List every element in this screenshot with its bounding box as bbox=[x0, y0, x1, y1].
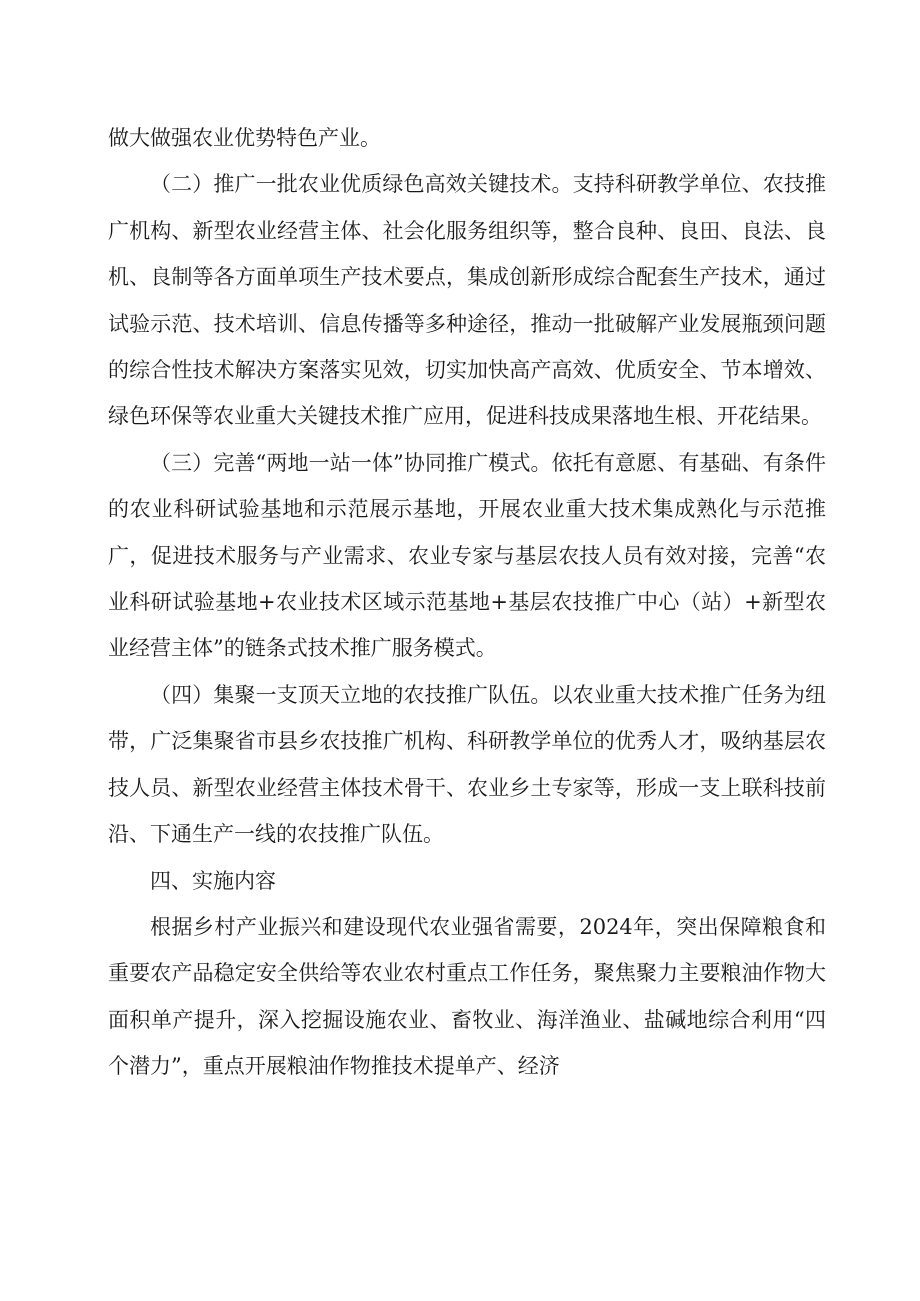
paragraph-section-2: （二）推广一批农业优质绿色高效关键技术。支持科研教学单位、农技推广机构、新型农业经营主体、社会化服务组织等，整合良种、良田、良法、良机、良制等各方面单项生产技术要点，集成创新形成综合配套生产技术，通过试验示范、技术培训、信息传播等多种途径，推动一批破解产业发展瓶颈问题的综合性技术解决方案落实见效，切实加快高产高效、优质安全、节本增效、绿色环保等农业重大关键技术推广应用，促进科技成果落地生根、开花结果。 bbox=[108, 172, 826, 429]
document-body bbox=[108, 115, 826, 1090]
paragraph-section-3: （三）完善“两地一站一体”协同推广模式。依托有意愿、有基础、有条件的农业科研试验基地和示范展示基地，开展农业重大技术集成熟化与示范推广，促进技术服务与产业需求、农业专家与基层农技人员有效对接，完善“农业科研试验基地+农业技术区域示范基地+基层农技推广中心（站）+新型农业经营主体”的链条式技术推广服务模式。 bbox=[108, 450, 826, 661]
paragraph-implementation: 根据乡村产业振兴和建设现代农业强省需要，2024年，突出保障粮食和重要农产品稳定安全供给等农业农村重点工作任务，聚焦聚力主要粮油作物大面积单产提升，深入挖掘设施农业、畜牧业、海洋渔业、盐碱地综合利用“四个潜力”，重点开展粮油作物推技术提单产、经济 bbox=[108, 914, 826, 1079]
paragraph-continuation: 做大做强农业优势特色产业。 bbox=[108, 126, 381, 150]
section-heading: 四、实施内容 bbox=[150, 868, 276, 893]
paragraph-section-4: （四）集聚一支顶天立地的农技推广队伍。以农业重大技术推广任务为纽带，广泛集聚省市县乡农技推广机构、科研教学单位的优秀人才，吸纳基层农技人员、新型农业经营主体技术骨干、农业乡土专家等，形成一支上联科技前沿、下通生产一线的农技推广队伍。 bbox=[108, 682, 826, 847]
